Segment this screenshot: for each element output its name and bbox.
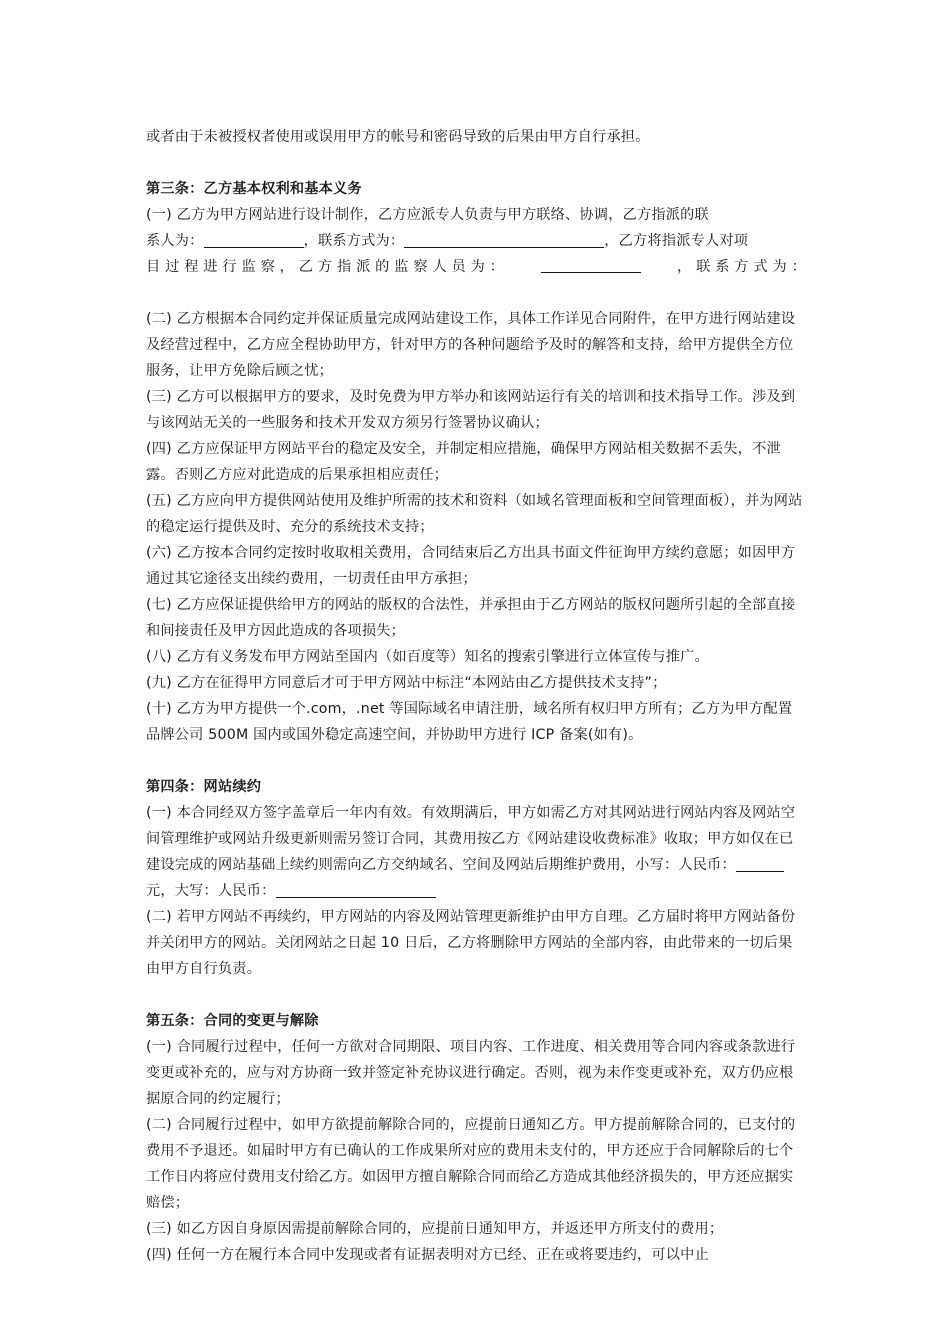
paragraph-gap bbox=[146, 748, 806, 774]
intro-paragraph: 或者由于未被授权者使用或误用甲方的帐号和密码导致的后果由甲方自行承担。 bbox=[146, 129, 650, 145]
paragraph-gap bbox=[146, 982, 806, 1008]
fee-lowercase-blank bbox=[736, 853, 784, 872]
section-3-item-9: (九) 乙方在征得甲方同意后才可于甲方网站中标注“本网站由乙方提供技术支持”； bbox=[146, 675, 667, 691]
label-supervisor-intro: ，乙方将指派专人对项 bbox=[604, 233, 749, 249]
section-3-item-2: (二) 乙方根据本合同约定并保证质量完成网站建设工作，具体工作详见合同附件，在甲方进行网站建设及经营过程中，乙方应全程协助甲方，针对甲方的各种问题给予及时的解答和支持，给甲方提供全方位服务，让甲方免除后顾之忧； bbox=[146, 311, 796, 379]
section-3-item-5: (五) 乙方应向甲方提供网站使用及维护所需的技术和资料（如域名管理面板和空间管理面板），并为网站的稳定运行提供及时、充分的系统技术支持； bbox=[146, 493, 803, 535]
section-3-item-10: (十) 乙方为甲方提供一个.com，.net 等国际域名申请注册，域名所有权归甲方所有；乙方为甲方配置品牌公司 500M 国内或国外稳定高速空间，并协助甲方进行 ICP 备案(如有)。 bbox=[146, 701, 793, 743]
section-3-item-6: (六) 乙方按本合同约定按时收取相关费用，合同结束后乙方出具书面文件征询甲方续约意愿；如因甲方通过其它途径支出续约费用，一切责任由甲方承担； bbox=[146, 545, 796, 587]
section-3-item-8: (八) 乙方有义务发布甲方网站至国内（如百度等）知名的搜索引擎进行立体宣传与推广。 bbox=[146, 649, 709, 665]
label-fee-uppercase: 元，大写：人民币： bbox=[146, 883, 276, 899]
section-5-item-4: (四) 任何一方在履行本合同中发现或者有证据表明对方已经、正在或将要违约，可以中止 bbox=[146, 1247, 709, 1263]
section-3-item-4: (四) 乙方应保证甲方网站平台的稳定及安全，并制定相应措施，确保甲方网站相关数据不丢失，不泄露。否则乙方应对此造成的后果承担相应责任； bbox=[146, 441, 781, 483]
section-3-item-1-line-3 bbox=[146, 254, 806, 280]
contact-person-blank bbox=[204, 229, 304, 248]
section-3-item-3: (三) 乙方可以根据甲方的要求，及时免费为甲方举办和该网站运行有关的培训和技术指导工作。涉及到与该网站无关的一些服务和技术开发双方须另行签署协议确认； bbox=[146, 389, 796, 431]
section-3-item-1-line-1: (一) 乙方为甲方网站进行设计制作，乙方应派专人负责与甲方联络、协调，乙方指派的联 bbox=[146, 207, 709, 223]
paragraph-gap bbox=[146, 150, 806, 176]
renewal-fee-text: (一) 本合同经双方签字盖章后一年内有效。有效期满后，甲方如需乙方对其网站进行网站内容及网站空间管理维护或网站升级更新则需另签订合同，其费用按乙方《网站建设收费标准》收取；甲方如仅在已建设完成的网站基础上续约则需向乙方交纳域名、空间及网站后期维护费用，小写：人民币： bbox=[146, 805, 796, 873]
section-5-heading: 第五条：合同的变更与解除 bbox=[146, 1013, 319, 1029]
section-5-item-2: (二) 合同履行过程中，如甲方欲提前解除合同的，应提前日通知乙方。甲方提前解除合同的，已支付的费用不予退还。如届时甲方有已确认的工作成果所对应的费用未支付的，甲方还应于合同解除后的七个工作日内将应付费用支付给乙方。如因甲方擅自解除合同而给乙方造成其他经济损失的，甲方还应据实赔偿； bbox=[146, 1117, 796, 1211]
label-contact-method: ，联系方式为： bbox=[303, 233, 405, 249]
section-4-item-2: (二) 若甲方网站不再续约，甲方网站的内容及网站管理更新维护由甲方自理。乙方届时将甲方网站备份并关闭甲方的网站。关闭网站之日起 10 日后，乙方将删除甲方网站的全部内容，由此带来的一切后果由甲方自行负责。 bbox=[146, 909, 796, 977]
label-supervisor: 目 过 程 进 行 监 察 ， 乙 方 指 派 的 监 察 人 员 为 ： bbox=[146, 259, 505, 275]
section-5-item-3: (三) 如乙方因自身原因需提前解除合同的，应提前日通知甲方，并返还甲方所支付的费用； bbox=[146, 1221, 724, 1237]
section-5-item-1: (一) 合同履行过程中，任何一方欲对合同期限、项目内容、工作进度、相关费用等合同内容或条款进行变更或补充的，应与对方协商一致并签定补充协议进行确定。否则，视为未作变更或补充，双方仍应根据原合同的约定履行； bbox=[146, 1039, 796, 1107]
paragraph-gap bbox=[146, 280, 806, 306]
document-body bbox=[146, 124, 806, 1268]
label-supervisor-contact: ， 联 系 方 式 为 ： bbox=[677, 259, 806, 275]
section-3-heading: 第三条：乙方基本权利和基本义务 bbox=[146, 181, 362, 197]
section-3-item-7: (七) 乙方应保证提供给甲方的网站的版权的合法性，并承担由于乙方网站的版权问题所引起的全部直接和间接责任及甲方因此造成的各项损失； bbox=[146, 597, 796, 639]
contact-method-blank bbox=[404, 229, 604, 248]
section-4-item-1 bbox=[146, 800, 806, 904]
supervisor-blank bbox=[541, 254, 641, 273]
section-4-heading: 第四条：网站续约 bbox=[146, 779, 262, 795]
label-contact-person: 系人为： bbox=[146, 233, 204, 249]
fee-uppercase-blank bbox=[276, 879, 436, 898]
section-3-item-1-line-2 bbox=[146, 228, 806, 254]
